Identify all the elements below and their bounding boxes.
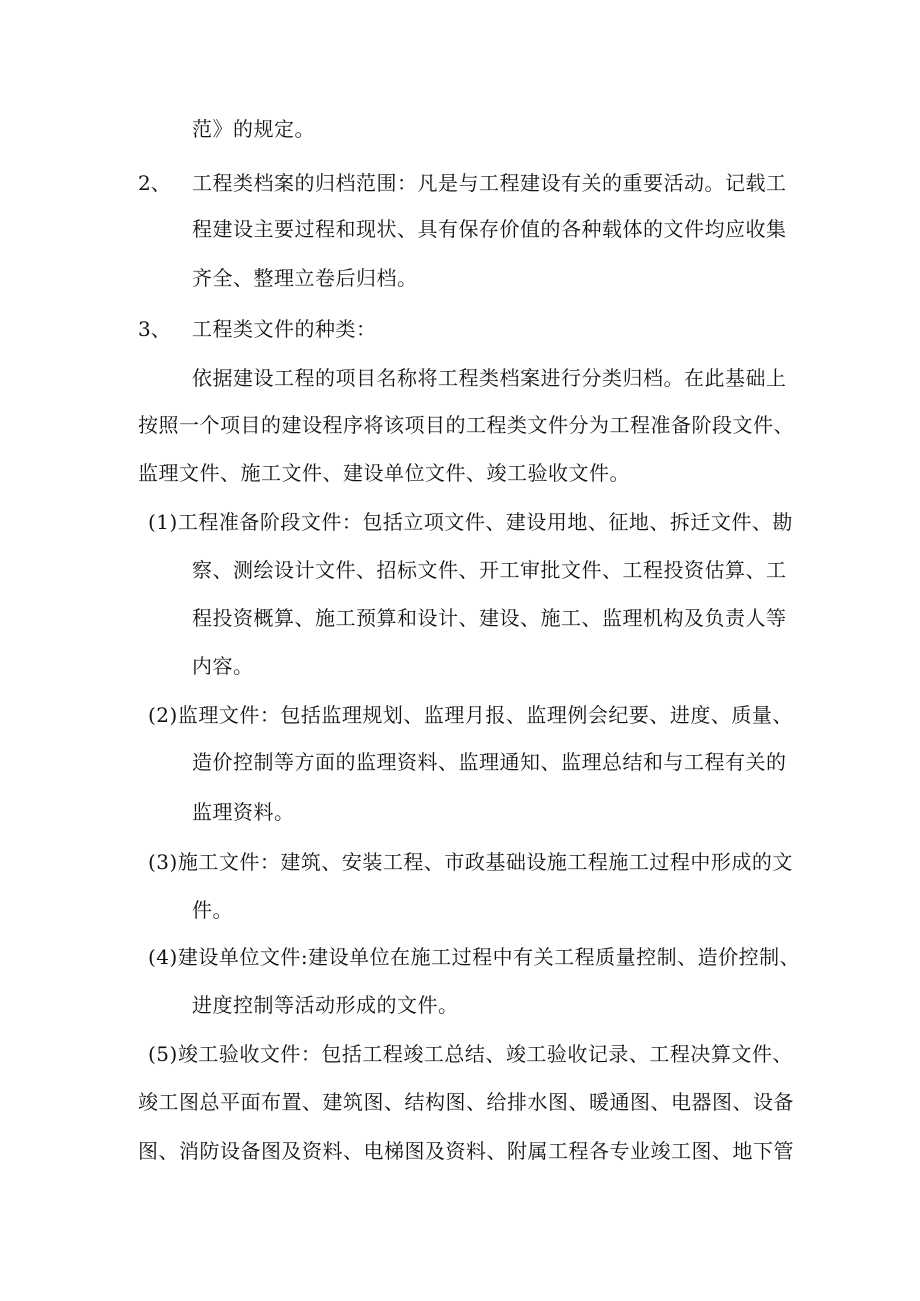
sub-4-line-1: (4)建设单位文件:建设单位在施工过程中有关工程质量控制、造价控制、 bbox=[148, 945, 801, 969]
sub-2-line-2: 造价控制等方面的监理资料、监理通知、监理总结和与工程有关的 bbox=[192, 750, 787, 774]
sub-1-line-4: 内容。 bbox=[192, 654, 254, 678]
sub-2-line-3: 监理资料。 bbox=[192, 800, 295, 824]
sub-1-line-3: 程投资概算、施工预算和设计、建设、施工、监理机构及负责人等 bbox=[192, 606, 787, 630]
sub-3-line-1: (3)施工文件：建筑、安装工程、市政基础设施工程施工过程中形成的文 bbox=[148, 850, 793, 874]
item-3-heading: 工程类文件的种类： bbox=[192, 317, 377, 341]
sub-4-line-2: 进度控制等活动形成的文件。 bbox=[192, 993, 459, 1017]
item-2-line-3: 齐全、整理立卷后归档。 bbox=[192, 266, 418, 290]
intro-line-3: 监理文件、施工文件、建设单位文件、竣工验收文件。 bbox=[138, 461, 630, 485]
item-2-line-2: 程建设主要过程和现状、具有保存价值的各种载体的文件均应收集 bbox=[192, 217, 787, 241]
item-2-number: 2、 bbox=[138, 171, 171, 195]
item-2-line-1: 工程类档案的归档范围：凡是与工程建设有关的重要活动。记载工 bbox=[192, 171, 787, 195]
sub-5-line-2: 竣工图总平面布置、建筑图、结构图、给排水图、暖通图、电器图、设备 bbox=[138, 1090, 794, 1114]
continuation-line: 范》的规定。 bbox=[192, 117, 315, 141]
item-3-number: 3、 bbox=[138, 317, 171, 341]
sub-1-line-2: 察、测绘设计文件、招标文件、开工审批文件、工程投资估算、工 bbox=[192, 558, 787, 582]
sub-2-line-1: (2)监理文件：包括监理规划、监理月报、监理例会纪要、进度、质量、 bbox=[148, 703, 793, 727]
sub-1-line-1: (1)工程准备阶段文件：包括立项文件、建设用地、征地、拆迁文件、勘 bbox=[148, 510, 793, 534]
sub-5-line-1: (5)竣工验收文件：包括工程竣工总结、竣工验收记录、工程决算文件、 bbox=[148, 1042, 793, 1066]
sub-5-line-3: 图、消防设备图及资料、电梯图及资料、附属工程各专业竣工图、地下管 bbox=[138, 1139, 794, 1163]
intro-line-2: 按照一个项目的建设程序将该项目的工程类文件分为工程准备阶段文件、 bbox=[138, 413, 794, 437]
intro-line-1: 依据建设工程的项目名称将工程类档案进行分类归档。在此基础上 bbox=[192, 366, 787, 390]
sub-3-line-2: 件。 bbox=[192, 898, 233, 922]
